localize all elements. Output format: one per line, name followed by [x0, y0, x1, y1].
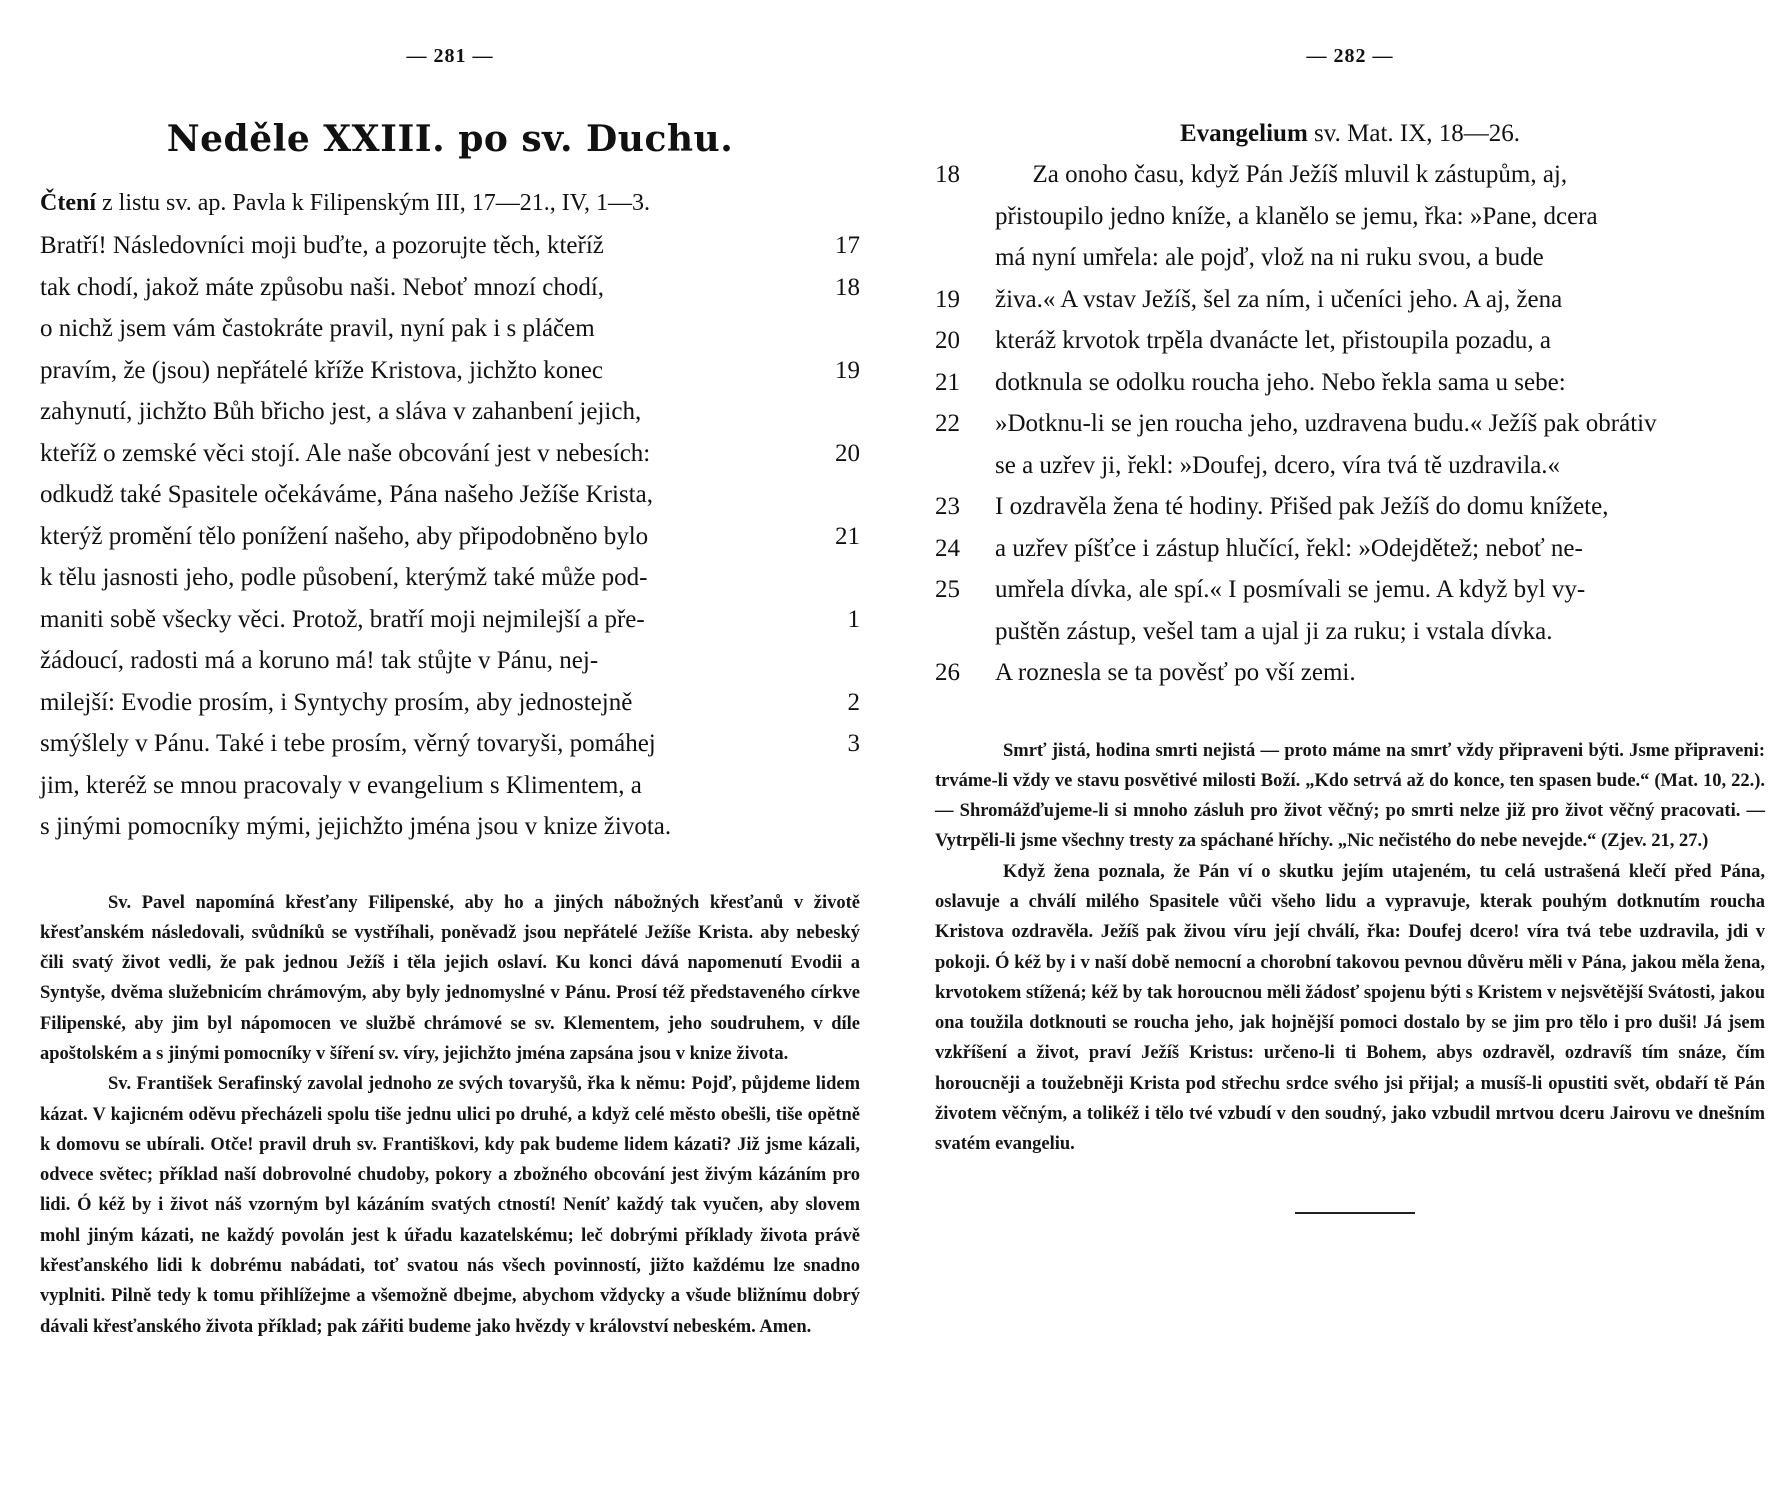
verse-number: 19 [835, 356, 860, 384]
verse-line [935, 237, 1765, 279]
commentary-left [40, 888, 860, 1342]
verse-text: kteříž o zemské věci stojí. Ale naše obcování jest v nebesích: [40, 439, 651, 467]
verse-line [935, 154, 1765, 196]
verse-text: milejší: Evodie prosím, i Syntychy prosím, aby jednostejně [40, 688, 633, 716]
gospel-reference: sv. Mat. IX, 18—26. [1307, 120, 1521, 147]
commentary-paragraph: Sv. Pavel napomíná křesťany Filipenské, aby ho a jiných nábožných křesťanů v životě křesťanském následovali, svůdníků se vystříhali, poněvadž jsou nepřátelé Ježíše Krista. aby nebeský čili svatý život vedli, že pak jednou Ježíš i těla jejich oslaví. Ku konci dává napomenutí Evodii a Syntyše, dvěma služebnicím chrámovým, aby byly jednomyslné v Pánu. Prosí též představeného církve Filipenské, aby jim byl nápomocen ve službě chrámové se sv. Klementem, jeho soudruhem, v díle apoštolském a s jinými pomocníky v šíření sv. víry, jejichžto jména zapsána jsou v knize života. [40, 892, 860, 1064]
verse-text: žádoucí, radosti má a koruno má! tak stůjte v Pánu, nej- [40, 647, 599, 674]
verse-number: 20 [935, 327, 960, 354]
verse-line [40, 474, 860, 516]
verse-text: s jinými pomocníky mými, jejichžto jména jsou v knize života. [40, 813, 672, 840]
verse-text: Bratří! Následovníci moji buďte, a pozorujte těch, kteříž [40, 232, 604, 259]
verse-text: A roznesla se ta pověsť po vší zemi. [995, 659, 1356, 686]
commentary-paragraph: Sv. František Serafinský zavolal jednoho ze svých tovaryšů, řka k němu: Pojď, půjdeme lidem kázat. V kajicném oděvu přecházeli spolu tiše jednu ulici po druhé, a když celé město obešli, tiše opětně k domovu se ubírali. Otče! pravil druh sv. Františkovi, kdy pak budeme lidem kázati? Již jsme kázali, odvece světec; příklad naší dobrovolné chudoby, pokory a zbožného obcování jest živým kázáním pro lidi. Ó kéž by i život náš vzorným byl kázáním svatých ctností! Neníť každý tak vyučen, aby slovem mohl jiným kázati, ne každý povolán jest k úřadu kazatelskému; leč dobrými příklady života právě křesťanského lidi k dobrému nabádati, toť svatou nás všech povinností, jižto každému lze snadno vyplniti. Pilně tedy k tomu přihlížejme a všemožně dbejme, abychom vždycky a všude bližnímu dobrý dávali křesťanského života příklad; pak zářiti budeme jako hvězdy v království nebeském. Amen. [40, 1074, 860, 1337]
verse-text: puštěn zástup, vešel tam a ujal ji za ruku; i vstala dívka. [995, 617, 1553, 645]
verse-text: Za onoho času, když Pán Ježíš mluvil k zástupům, aj, [995, 161, 1568, 188]
verse-text: smýšlely v Pánu. Také i tebe prosím, věrný tovaryši, pomáhej [40, 730, 656, 757]
verse-number: 22 [935, 410, 960, 437]
verse-number: 3 [847, 730, 860, 757]
gospel-text [935, 154, 1765, 694]
verse-number: 23 [935, 493, 960, 520]
right-page [935, 0, 1765, 1500]
reading-label: Čtení [40, 190, 96, 216]
commentary-paragraph: Smrť jistá, hodina smrti nejistá — proto máme na smrť vždy připraveni býti. Jsme připraveni: trváme-li vždy ve stavu posvětivé milosti Boží. „Kdo setrvá až do konce, ten spasen bude.“ (Mat. 10, 22.). — Shromážďujeme-li si mnoho zásluh pro život věčný; po smrti nelze již pro život věčný pracovati. — Vytrpěli-li jsme všechny tresty za spáchané hříchy. „Nic nečistého do nebe nevejde.“ (Zjev. 21, 27.) [935, 740, 1765, 852]
verse-number: 25 [935, 576, 960, 603]
verse-text: jim, kteréž se mnou pracovaly v evangelium s Klimentem, a [40, 771, 642, 799]
verse-text: I ozdravěla žena té hodiny. Přišed pak Ježíš do domu knížete, [995, 493, 1609, 520]
verse-line [935, 279, 1765, 321]
commentary-right [935, 736, 1765, 1160]
verse-text: pravím, že (jsou) nepřátelé kříže Kristova, jichžto konec [40, 356, 603, 384]
verse-line [935, 528, 1765, 570]
verse-number: 21 [835, 522, 860, 550]
verse-line [40, 516, 860, 558]
verse-line [935, 403, 1765, 445]
verse-text: přistoupilo jedno kníže, a klanělo se jemu, řka: »Pane, dcera [995, 202, 1598, 230]
reading-heading [40, 190, 860, 217]
verse-line [40, 267, 860, 309]
verse-line [40, 433, 860, 475]
gospel-label: Evangelium [1179, 120, 1308, 147]
verse-line [935, 196, 1765, 238]
verse-text: umřela dívka, ale spí.« I posmívali se jemu. A když byl vy- [995, 576, 1586, 603]
verse-number: 19 [935, 285, 960, 313]
verse-line [40, 682, 860, 724]
epistle-text [40, 225, 860, 848]
verse-text: k tělu jasnosti jeho, podle působení, kterýmž také může pod- [40, 564, 648, 591]
page-title: Neděle XXIII. po sv. Duchu. [166, 118, 734, 160]
verse-line [935, 320, 1765, 362]
verse-line [40, 225, 860, 267]
page-number-left: — 281 — [406, 45, 494, 67]
verse-line [935, 362, 1765, 404]
verse-text: tak chodí, jakož máte způsobu naši. Neboť mnozí chodí, [40, 273, 605, 301]
verse-text: a uzřev píšťce i zástup hlučící, řekl: »Odejdětež; neboť ne- [995, 534, 1583, 562]
gospel-heading [935, 120, 1765, 148]
verse-number: 2 [847, 688, 860, 716]
verse-text: »Dotknu-li se jen roucha jeho, uzdravena budu.« Ježíš pak obrátiv [995, 410, 1657, 437]
reading-reference: z listu sv. ap. Pavla k Filipenským III, 17—21., IV, 1—3. [96, 190, 650, 216]
verse-line [40, 765, 860, 807]
verse-number: 18 [935, 161, 960, 188]
verse-text: kterýž promění tělo ponížení našeho, aby připodobněno bylo [40, 522, 649, 550]
verse-text: dotknula se odolku roucha jeho. Nebo řekla sama u sebe: [995, 368, 1566, 396]
verse-text: odkudž také Spasitele očekáváme, Pána našeho Ježíše Krista, [40, 481, 653, 508]
end-rule [1295, 1212, 1415, 1214]
verse-text: maniti sobě všecky věci. Protož, bratří moji nejmilejší a pře- [40, 605, 645, 633]
verse-line [40, 391, 860, 433]
commentary-paragraph: Když žena poznala, že Pán ví o skutku jejím utajeném, tu celá ustrašená klečí před Pána, oslavuje a chválí milého Spasitele vůči všeho lidu a vypravuje, kterak pouhým dotknutím roucha Kristova ozdravěla. Ježíš pak živou víru její chválí, řka: Doufej dcero! víra tvá tebe uzdravila, jdi v pokoji. Ó kéž by i v naší době nemocní a chorobní takovou pevnou důvěru měli v Pána, jakou měla žena, krvotokem stížená; kéž by tak horoucnou měli žádosť spojenu býti s Kristem v nejsvětější Svátosti, jakou ona toužila dotknouti se roucha jeho, jak hojnější pomoci dostalo by se jim pro tělo i pro duši! Já jsem vzkříšení a život, praví Ježíš Kristus: určeno-li ti Bohem, abys ozdravěl, ozdravíš tím snáze, čím horoucněji a toužebněji Krista pod střechu srdce svého jsi přijal; a musíš-li opustiti svět, obdaří tě Pán životem věčným, a tolikéž i tělo tvé vzbudí v den soudný, jako vzbudil mrtvou dceru Jairovu ve dnešním svatém evangeliu. [935, 861, 1765, 1155]
verse-text: živa.« A vstav Ježíš, šel za ním, i učeníci jeho. A aj, žena [995, 285, 1563, 313]
verse-number: 21 [935, 368, 960, 396]
verse-text: o nichž jsem vám častokráte pravil, nyní pak i s pláčem [40, 315, 595, 342]
verse-line [935, 652, 1765, 694]
verse-number: 24 [935, 534, 960, 562]
verse-text: kteráž krvotok trpěla dvanácte let, přistoupila pozadu, a [995, 327, 1552, 354]
verse-line [40, 806, 860, 848]
verse-text: se a uzřev ji, řekl: »Doufej, dcero, víra tvá tě uzdravila.« [995, 451, 1561, 479]
verse-line [40, 599, 860, 641]
verse-number: 20 [835, 439, 860, 467]
verse-number: 18 [835, 273, 860, 301]
verse-line [40, 723, 860, 765]
left-page [40, 0, 860, 1500]
page-number-right: — 282 — [1306, 45, 1394, 67]
verse-line [40, 308, 860, 350]
verse-line [40, 557, 860, 599]
verse-text: má nyní umřela: ale pojď, vlož na ni ruku svou, a bude [995, 244, 1544, 271]
verse-line [40, 350, 860, 392]
verse-line [935, 569, 1765, 611]
verse-number: 1 [847, 605, 860, 633]
verse-line [935, 445, 1765, 487]
verse-line [40, 640, 860, 682]
verse-line [935, 611, 1765, 653]
verse-text: zahynutí, jichžto Bůh břicho jest, a sláva v zahanbení jejich, [40, 398, 642, 425]
verse-number: 17 [835, 232, 860, 259]
verse-number: 26 [935, 659, 960, 686]
verse-line [935, 486, 1765, 528]
